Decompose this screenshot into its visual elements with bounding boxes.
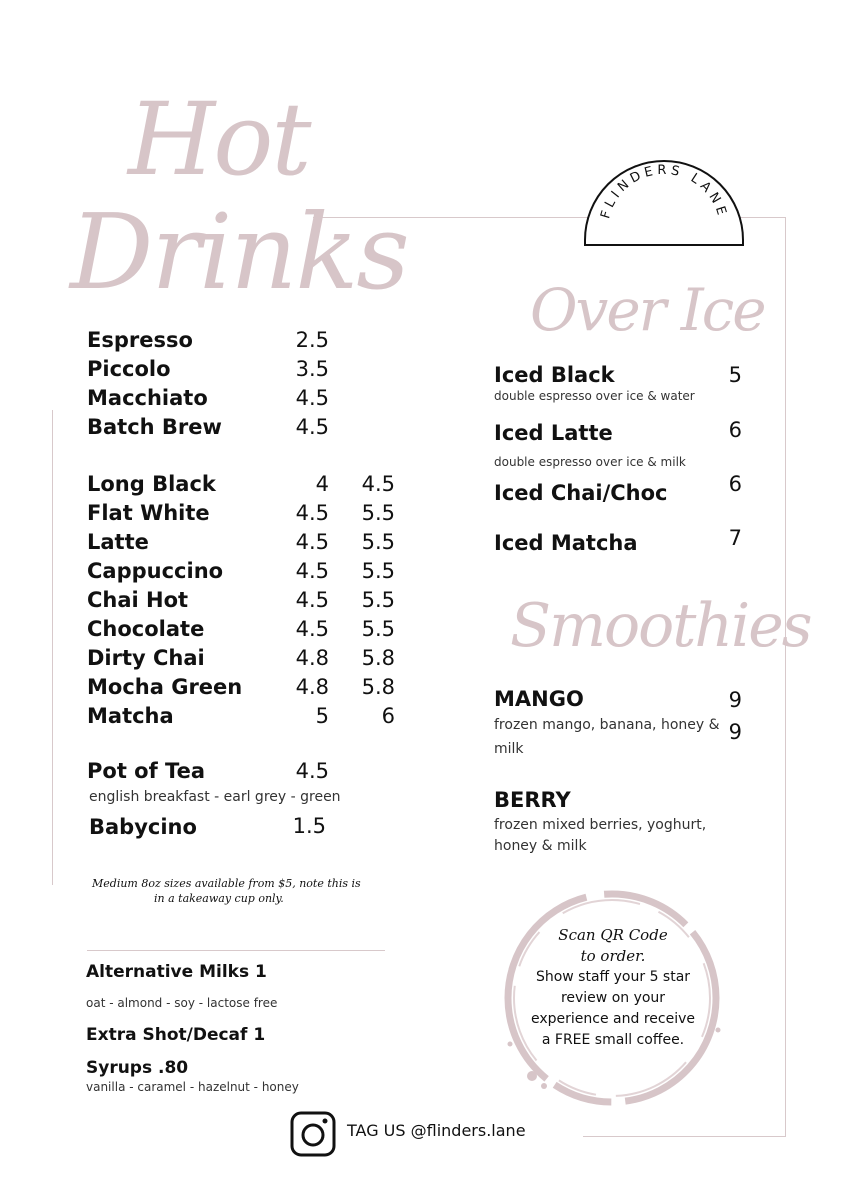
smoothies-title: Smoothies bbox=[510, 591, 811, 661]
berry-name: BERRY bbox=[494, 788, 571, 812]
menu-item-name: Mocha Green bbox=[87, 675, 243, 699]
berry-desc: honey & milk bbox=[494, 838, 587, 854]
qr-text: Show staff your 5 star bbox=[535, 969, 691, 985]
mango-desc: milk bbox=[494, 741, 524, 757]
instagram-icon bbox=[290, 1111, 336, 1157]
alt-milks-label: Alternative Milks 1 bbox=[86, 962, 267, 982]
mango-desc: frozen mango, banana, honey & bbox=[494, 717, 720, 733]
right-frame-rule bbox=[785, 217, 786, 1137]
tag-us-text: TAG US @flinders.lane bbox=[347, 1121, 526, 1140]
menu-item-name: Chocolate bbox=[87, 617, 205, 641]
price-large: 5.8 bbox=[361, 646, 395, 670]
menu-item-name: Latte bbox=[87, 530, 149, 554]
brand-logo bbox=[582, 160, 746, 248]
iced-item-price: 6 bbox=[728, 472, 742, 496]
iced-item-desc: double espresso over ice & milk bbox=[494, 455, 686, 469]
price-small: 4.8 bbox=[295, 646, 329, 670]
price-small: 4.8 bbox=[295, 675, 329, 699]
left-vertical-rule bbox=[52, 410, 53, 885]
price-small: 4.5 bbox=[295, 559, 329, 583]
menu-item-name: Dirty Chai bbox=[87, 646, 205, 670]
price-large: 4.5 bbox=[361, 472, 395, 496]
tea-price: 4.5 bbox=[295, 759, 329, 783]
iced-item-desc: double espresso over ice & water bbox=[494, 389, 695, 403]
qr-heading: Scan QR Code bbox=[558, 926, 668, 944]
iced-item-name: Iced Black bbox=[494, 363, 615, 387]
bottom-frame-rule bbox=[583, 1136, 786, 1137]
menu-item-name: Chai Hot bbox=[87, 588, 189, 612]
menu-item-price: 2.5 bbox=[295, 328, 329, 352]
hot-title-line2: Drinks bbox=[70, 191, 408, 313]
iced-item-price: 6 bbox=[728, 418, 742, 442]
menu-item-name: Flat White bbox=[87, 501, 210, 525]
iced-item-name: Iced Matcha bbox=[494, 531, 638, 555]
iced-item-price: 5 bbox=[728, 363, 742, 387]
menu-item-name: Cappuccino bbox=[87, 559, 224, 583]
price-large: 5.8 bbox=[361, 675, 395, 699]
babycino-name: Babycino bbox=[89, 815, 197, 839]
iced-item-name: Iced Chai/Choc bbox=[494, 481, 668, 505]
hot-title-line1: Hot bbox=[128, 81, 310, 198]
berry-desc: frozen mixed berries, yoghurt, bbox=[494, 817, 707, 833]
size-note-line2: in a takeaway cup only. bbox=[154, 892, 284, 905]
menu-item-name: Espresso bbox=[87, 328, 193, 352]
over-ice-title: Over Ice bbox=[530, 276, 765, 344]
price-small: 4.5 bbox=[295, 501, 329, 525]
qr-text: a FREE small coffee. bbox=[541, 1032, 685, 1048]
qr-text: review on your bbox=[560, 990, 666, 1006]
price-small: 5 bbox=[315, 704, 329, 728]
iced-item-name: Iced Latte bbox=[494, 421, 613, 445]
price-large: 5.5 bbox=[361, 501, 395, 525]
mango-name: MANGO bbox=[494, 687, 584, 711]
menu-item-name: Batch Brew bbox=[87, 415, 222, 439]
price-large: 5.5 bbox=[361, 588, 395, 612]
price-small: 4 bbox=[315, 472, 329, 496]
extra-shot-label: Extra Shot/Decaf 1 bbox=[86, 1025, 266, 1045]
menu-item-name: Macchiato bbox=[87, 386, 208, 410]
brand-name: FLINDERS LANE bbox=[598, 162, 730, 221]
iced-item-price: 7 bbox=[728, 526, 742, 550]
mango-price: 9 bbox=[728, 720, 742, 744]
price-large: 6 bbox=[381, 704, 395, 728]
price-large: 5.5 bbox=[361, 530, 395, 554]
menu-item-name: Long Black bbox=[87, 472, 216, 496]
syrups-options: vanilla - caramel - hazelnut - honey bbox=[86, 1080, 299, 1094]
price-large: 5.5 bbox=[361, 559, 395, 583]
menu-item-price: 3.5 bbox=[295, 357, 329, 381]
qr-heading-2: to order. bbox=[580, 947, 646, 965]
alt-milks-options: oat - almond - soy - lactose free bbox=[86, 996, 278, 1010]
menu-item-price: 4.5 bbox=[295, 415, 329, 439]
price-small: 4.5 bbox=[295, 588, 329, 612]
menu-item-price: 4.5 bbox=[295, 386, 329, 410]
menu-item-name: Matcha bbox=[87, 704, 174, 728]
menu-item-name: Piccolo bbox=[87, 357, 171, 381]
price-large: 5.5 bbox=[361, 617, 395, 641]
babycino-price: 1.5 bbox=[292, 814, 326, 838]
extras-divider bbox=[87, 950, 385, 951]
tea-description: english breakfast - earl grey - green bbox=[89, 789, 341, 805]
price-small: 4.5 bbox=[295, 530, 329, 554]
qr-callout bbox=[505, 925, 721, 1051]
mango-price: 9 bbox=[728, 688, 742, 712]
syrups-label: Syrups .80 bbox=[86, 1058, 189, 1078]
price-small: 4.5 bbox=[295, 617, 329, 641]
qr-text: experience and receive bbox=[531, 1011, 695, 1027]
size-note-line1: Medium 8oz sizes available from $5, note this is bbox=[92, 877, 361, 890]
tea-name: Pot of Tea bbox=[87, 759, 205, 783]
